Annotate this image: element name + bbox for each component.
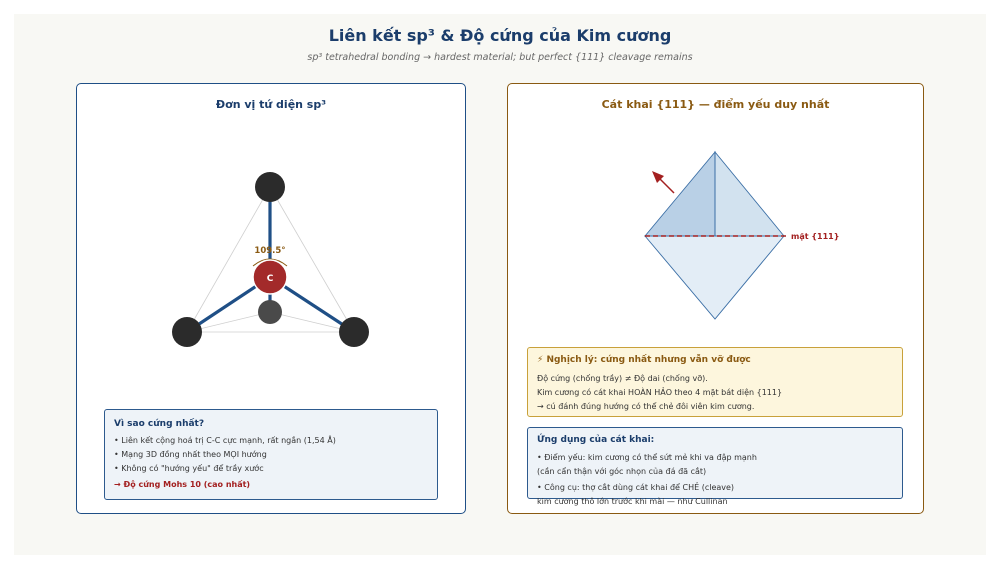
why-hardest-item-1: • Liên kết cộng hoá trị C-C cực mạnh, rất ngắn (1,54 Å) xyxy=(114,436,336,445)
paradox-heading: ⚡ Nghịch lý: cứng nhất nhưng vẫn vỡ được xyxy=(537,355,751,365)
bond-angle-label: 109.5° xyxy=(254,246,286,256)
why-hardest-conclusion: → Độ cứng Mohs 10 (cao nhất) xyxy=(114,480,251,489)
applications-line-1: • Điểm yếu: kim cương có thể sứt mẻ khi va đập mạnh xyxy=(537,453,757,462)
why-hardest-box xyxy=(104,409,438,500)
why-hardest-item-3: • Không có "hướng yếu" để trầy xước xyxy=(114,464,264,473)
cleavage-panel-title: Cát khai {111} — điểm yếu duy nhất xyxy=(601,98,830,111)
carbon-atom-top xyxy=(255,172,285,202)
paradox-line-2: Kim cương có cát khai HOÀN HẢO theo 4 mặt bát diện {111} xyxy=(537,388,783,397)
applications-line-3: • Công cụ: thợ cắt dùng cát khai để CHẺ (cleave) xyxy=(537,483,735,492)
octahedron-upper-left-face xyxy=(645,152,715,236)
carbon-atom-right xyxy=(339,317,369,347)
paradox-box xyxy=(527,347,903,417)
why-hardest-heading: Vì sao cứng nhất? xyxy=(114,419,205,429)
octahedron-upper-right-face xyxy=(715,152,784,236)
applications-box xyxy=(527,427,903,506)
split-arrow-icon xyxy=(652,171,674,193)
page-subtitle: sp³ tetrahedral bonding → hardest material; but perfect {111} cleavage remains xyxy=(307,52,693,63)
why-hardest-item-2: • Mạng 3D đồng nhất theo MỌI hướng xyxy=(114,450,267,459)
paradox-line-3: → cú đánh đúng hướng có thể chẻ đôi viên kim cương. xyxy=(537,402,755,411)
carbon-atom-back xyxy=(258,300,282,324)
page-title: Liên kết sp³ & Độ cứng của Kim cương xyxy=(328,26,672,45)
paradox-line-1: Độ cứng (chống trầy) ≠ Độ dai (chống vỡ). xyxy=(537,374,708,383)
tetrahedron-panel-title: Đơn vị tứ diện sp³ xyxy=(215,98,327,111)
cleavage-plane-label: mặt {111} xyxy=(791,232,840,241)
applications-line-4: kim cương thô lớn trước khi mài — như Cullinan xyxy=(537,497,728,506)
applications-heading: Ứng dụng của cát khai: xyxy=(537,435,655,445)
octahedron-lower-face xyxy=(645,236,784,319)
center-atom-label: C xyxy=(266,274,274,284)
applications-line-2: (cần cẩn thận với góc nhọn của đá đã cắt) xyxy=(537,467,707,476)
carbon-atom-left xyxy=(172,317,202,347)
